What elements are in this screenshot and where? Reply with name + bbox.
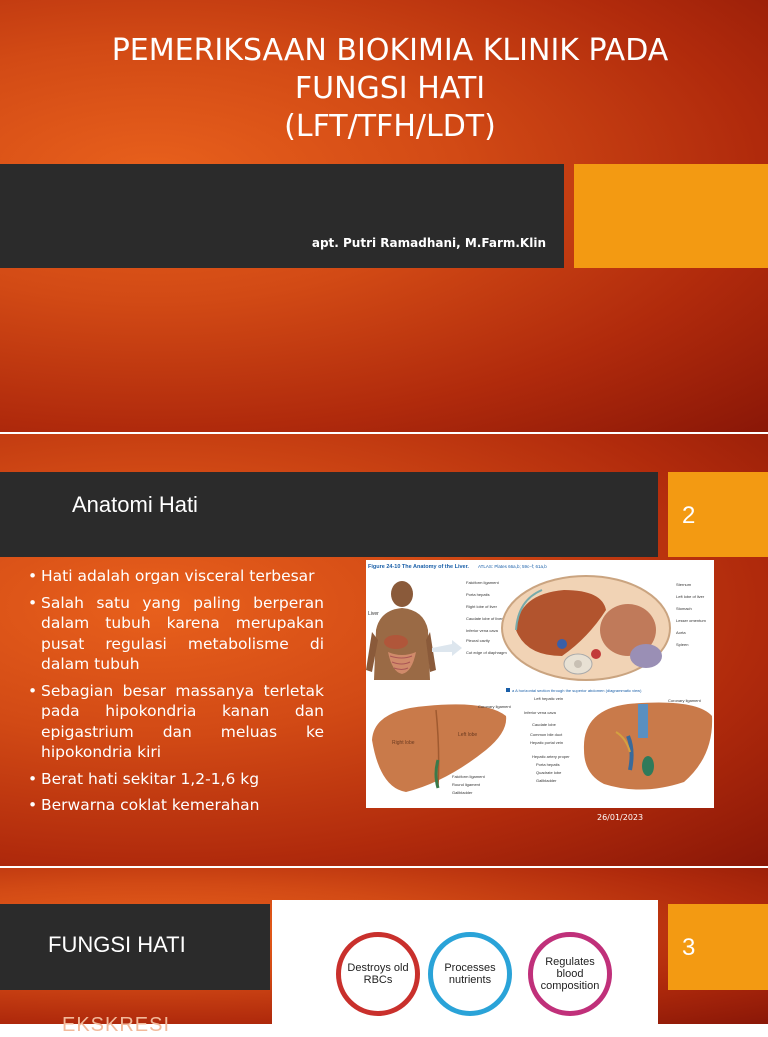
label: Common bile duct (530, 732, 563, 737)
liver-anatomy-illustration (366, 560, 714, 808)
label: Lesser omentum (676, 618, 706, 623)
author-band (0, 164, 564, 268)
liver-function-diagram (272, 900, 658, 1030)
label: Quadrate lobe (536, 770, 562, 775)
bullet-item: • Berat hati sekitar 1,2-1,6 kg (28, 769, 324, 790)
label: Falciform ligament (452, 774, 485, 779)
accent-box (574, 164, 768, 268)
circle-processes-nutrients (428, 932, 512, 1016)
bullet-item: • Berwarna coklat kemerahan (28, 795, 324, 816)
cross-section (502, 576, 670, 680)
circle-regulates-blood (528, 932, 612, 1016)
label: Sternum (676, 582, 692, 587)
slide-date: 26/01/2023 (597, 813, 644, 822)
title-line-1: PEMERIKSAAN BIOKIMIA KLINIK PADA (111, 33, 669, 68)
label: Caudate lobe of liver (466, 616, 503, 621)
label: Caudate lobe (532, 722, 556, 727)
circle-label: Destroys old RBCs (347, 962, 409, 986)
function-slide (0, 868, 768, 1036)
subheading: EKSKRESI (62, 1014, 171, 1036)
liver-anatomy-figure (366, 560, 714, 808)
liver-label: Liver (368, 611, 379, 617)
label: Falciform ligament (466, 580, 499, 585)
human-figure (366, 581, 462, 680)
title-line-3: (LFT/TFH/LDT) (284, 109, 496, 144)
bullet-item: • Hati adalah organ visceral terbesar (28, 566, 324, 587)
liver-anterior (372, 704, 506, 792)
label: Hepatic portal vein (530, 740, 564, 745)
label: Right lobe of liver (466, 604, 497, 609)
bullet-item: • Salah satu yang paling berperan dalam tubuh karena merupakan pusat regulasi metabolisme di dalam tubuh (28, 593, 324, 675)
figure-caption: Figure 24-10 The Anatomy of the Liver. (368, 564, 469, 570)
slide-number-box (668, 904, 768, 990)
lobe-label: Right lobe (392, 740, 415, 746)
label: Hepatic artery proper (532, 754, 570, 759)
label: Left lobe of liver (676, 594, 705, 599)
label: Gallbladder (536, 778, 557, 783)
circle-destroys-rbc (336, 932, 420, 1016)
label: Cut edge of diaphragm (466, 650, 507, 655)
label: Aorta (676, 630, 686, 635)
label: Coronary ligament (668, 698, 701, 703)
label: Stomach (676, 606, 692, 611)
author-name: apt. Putri Ramadhani, M.Farm.Klin (311, 236, 546, 250)
slide-heading: Anatomi Hati (72, 492, 198, 517)
circle-label: Processes nutrients (444, 962, 496, 986)
label: Gallbladder (452, 790, 473, 795)
slide-heading: FUNGSI HATI (48, 932, 186, 957)
anatomy-slide (0, 434, 768, 866)
label: Porta hepatis (466, 592, 490, 597)
section-caption: a A horizontal section through the superior abdomen (diagrammatic view) (512, 688, 642, 693)
title-slide (0, 0, 768, 432)
label: Coronary ligament (478, 704, 511, 709)
label: Left hepatic vein (534, 696, 564, 701)
slide-number: 3 (682, 934, 696, 961)
liver-posterior (584, 698, 712, 790)
bullet-list (28, 566, 324, 822)
label: Pleural cavity (466, 638, 490, 643)
slide-number: 2 (682, 502, 696, 529)
label: Inferior vena cava (524, 710, 556, 715)
label: Porta hepatis (536, 762, 560, 767)
label: Inferior vena cava (466, 628, 498, 633)
slide-number-box (668, 472, 768, 557)
label: Round ligament (452, 782, 481, 787)
title-line-2: FUNGSI HATI (294, 71, 486, 106)
label: Spleen (676, 642, 689, 647)
slide-title (30, 32, 750, 146)
heading-band (0, 904, 270, 990)
heading-band (0, 472, 658, 557)
figure-atlas: ATLAS: Plates 66a,b; 59c–f; 61a,b (478, 564, 547, 569)
circle-label: Regulates blood composition (540, 956, 600, 992)
bullet-item: • Sebagian besar massanya terletak pada hipokondria kanan dan epigastrium dan meluas ke hipokondria kiri (28, 681, 324, 763)
lobe-label: Left lobe (458, 732, 478, 738)
